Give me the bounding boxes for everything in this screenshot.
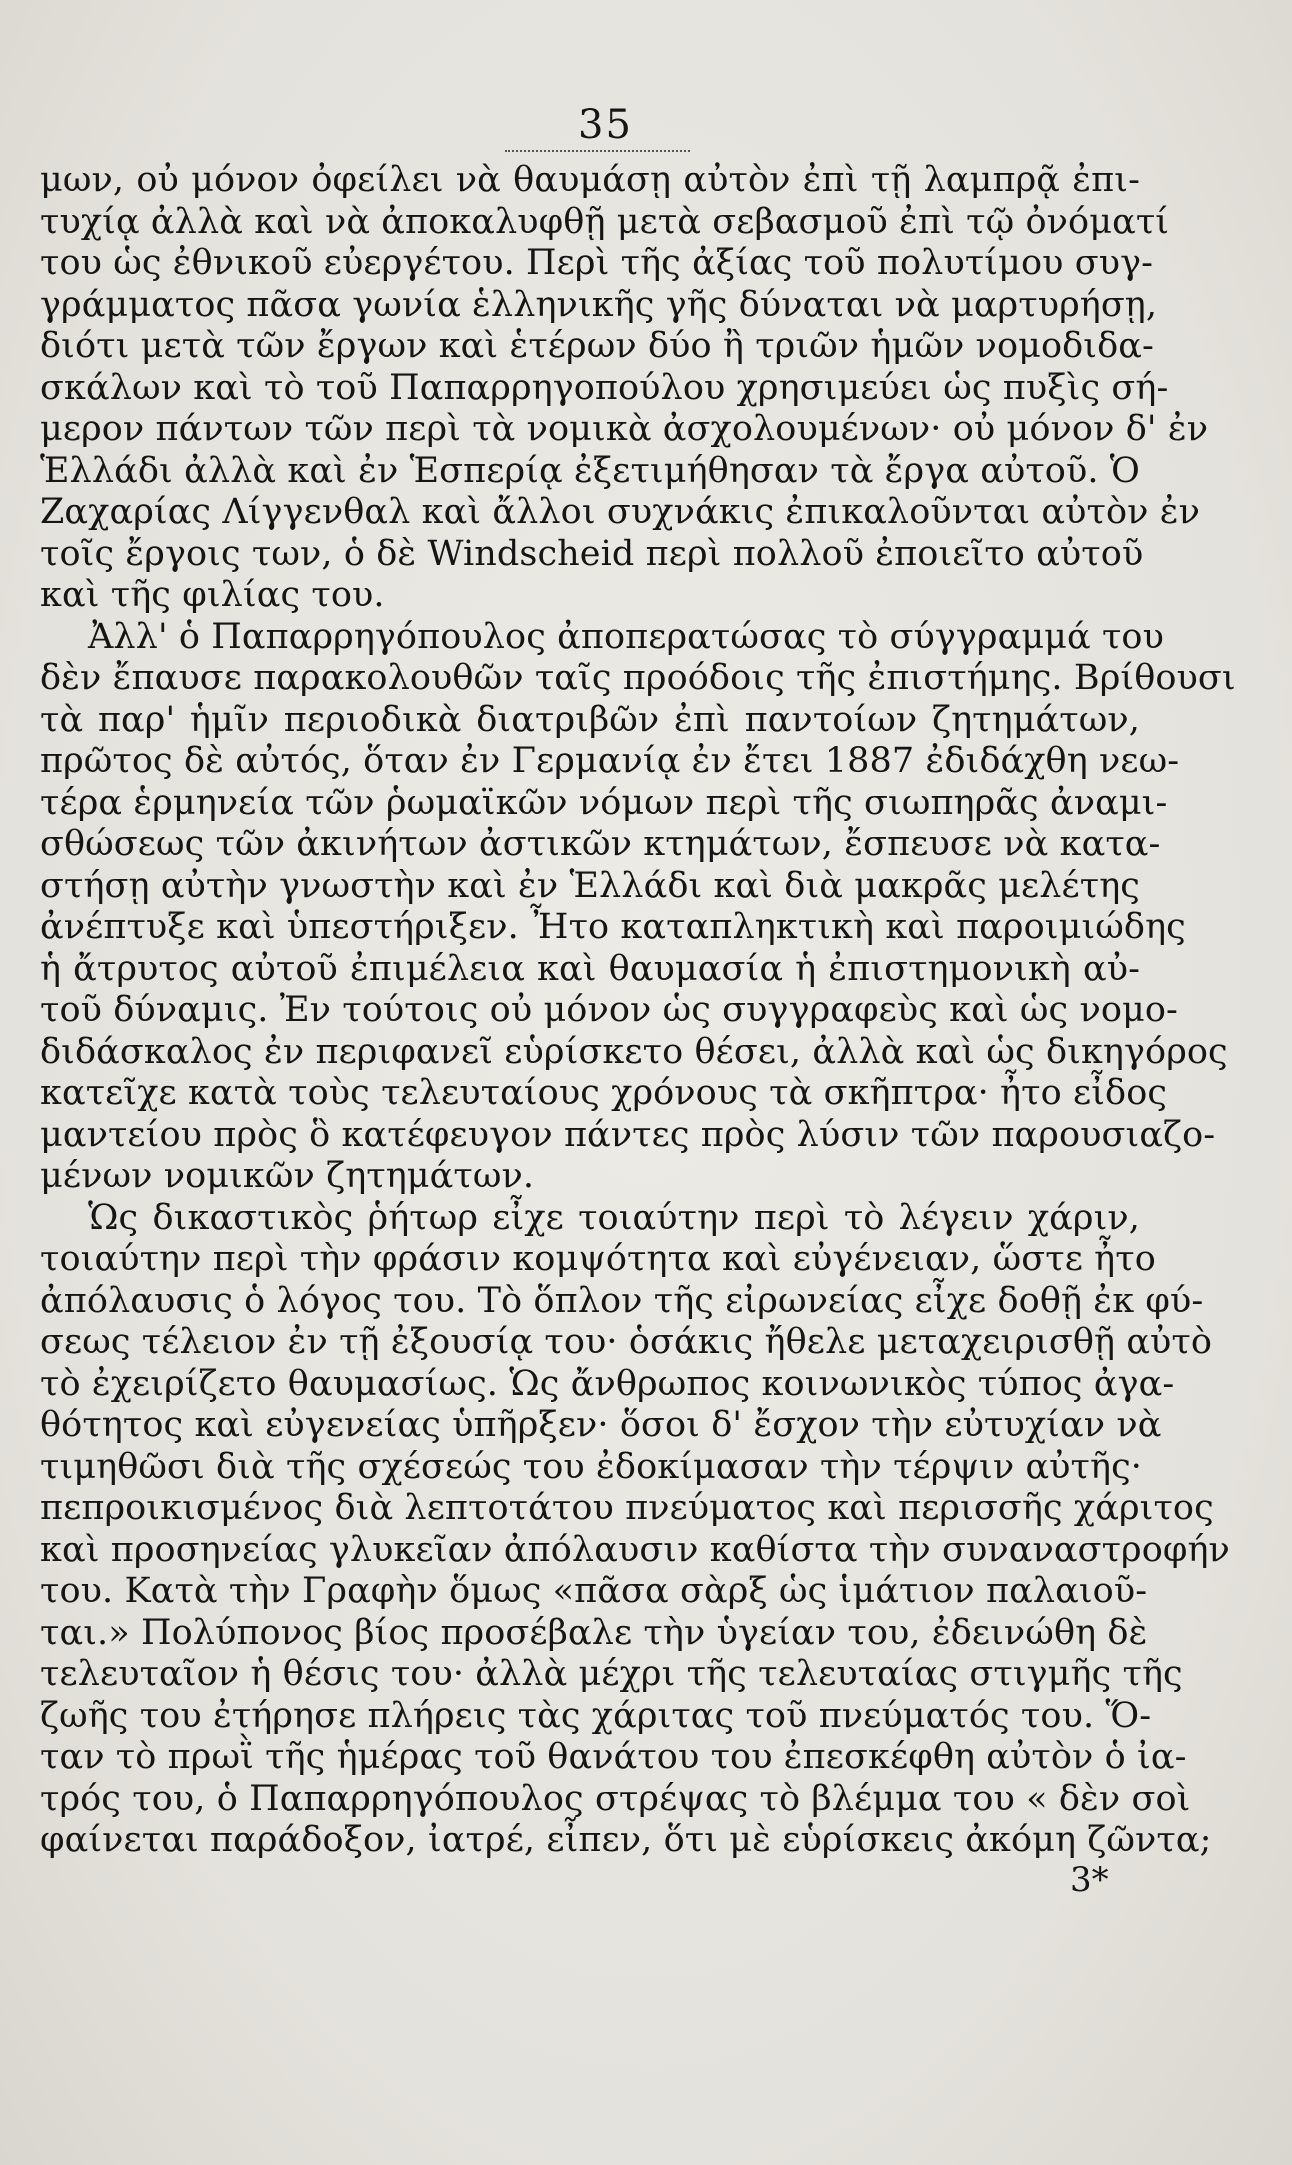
text-line: τέρα ἑρμηνεία τῶν ῥωμαϊκῶν νόμων περὶ τῆς σιωπηρᾶς ἀναμι- [40, 782, 1168, 823]
text-line: καὶ προσηνείας γλυκεῖαν ἀπόλαυσιν καθίστα τὴν συναναστροφήν [40, 1529, 1230, 1570]
text-line: του ὡς ἐθνικοῦ εὐεργέτου. Περὶ τῆς ἀξίας τοῦ πολυτίμου συγ- [40, 243, 1154, 283]
text-line: φαίνεται παράδοξον, ἰατρέ, εἶπεν, ὅτι μὲ εὑρίσκεις ἀκόμη ζῶντα; [40, 1820, 1212, 1860]
text-line: ζωῆς του ἐτήρησε πλήρεις τὰς χάριτας τοῦ πνεύματός του. Ὅ- [40, 1695, 1152, 1736]
text-line: κατεῖχε κατὰ τοὺς τελευταίους χρόνους τὰ σκῆπτρα· ἦτο εἶδος [40, 1073, 1168, 1113]
text-line: μαντείου πρὸς ὃ κατέφευγον πάντες πρὸς λύσιν τῶν παρουσιαζο- [40, 1114, 1216, 1155]
text-line: πρῶτος δὲ αὐτός, ὅταν ἐν Γερμανίᾳ ἐν ἔτει 1887 ἐδιδάχθη νεω- [40, 741, 1180, 781]
text-line: καὶ τῆς φιλίας του. [40, 575, 385, 615]
text-line: τυχίᾳ ἀλλὰ καὶ νὰ ἀποκαλυφθῇ μετὰ σεβασμοῦ ἐπὶ τῷ ὀνόματί [40, 201, 1170, 242]
text-line: σθώσεως τῶν ἀκινήτων ἀστικῶν κτημάτων, ἔσπευσε νὰ κατα- [40, 824, 1161, 864]
text-line: τιμηθῶσι διὰ τῆς σχέσεώς του ἐδοκίμασαν τὴν τέρψιν αὐτῆς· [40, 1446, 1143, 1487]
text-line: στήσῃ αὐτὴν γνωστὴν καὶ ἐν Ἑλλάδι καὶ διὰ μακρᾶς μελέτης [40, 865, 1140, 906]
text-line: μων, οὐ μόνον ὀφείλει νὰ θαυμάσῃ αὐτὸν ἐπὶ τῇ λαμπρᾷ ἐπι- [40, 160, 1140, 200]
text-line: Ὡς δικαστικὸς ῥήτωρ εἶχε τοιαύτην περὶ τὸ λέγειν χάριν, [88, 1197, 1140, 1238]
text-line: τοιαύτην περὶ τὴν φράσιν κομψότητα καὶ εὐγένειαν, ὥστε ἦτο [40, 1239, 1156, 1279]
text-line: τοῖς ἔργοις των, ὁ δὲ Windscheid περὶ πολλοῦ ἐποιεῖτο αὐτοῦ [40, 533, 1144, 574]
text-line: ταν τὸ πρωῒ τῆς ἡμέρας τοῦ θανάτου του ἐπεσκέφθη αὐτὸν ὁ ἰα- [40, 1737, 1187, 1777]
text-line: θότητος καὶ εὐγενείας ὑπῆρξεν· ὅσοι δ' ἔσχον τὴν εὐτυχίαν νὰ [40, 1405, 1162, 1445]
text-line: σκάλων καὶ τὸ τοῦ Παπαρρηγοπούλου χρησιμεύει ὡς πυξὶς σή- [40, 367, 1169, 408]
text-line: Ἀλλ' ὁ Παπαρρηγόπουλος ἀποπερατώσας τὸ σύγγραμμά του [88, 616, 1164, 657]
text-line: τὸ ἐχειρίζετο θαυμασίως. Ὡς ἄνθρωπος κοινωνικὸς τύπος ἀγα- [40, 1363, 1175, 1404]
text-line: τοῦ δύναμις. Ἐν τούτοις οὐ μόνον ὡς συγγραφεὺς καὶ ὡς νομο- [40, 990, 1178, 1030]
text-line: ἀπόλαυσις ὁ λόγος του. Τὸ ὅπλον τῆς εἰρωνείας εἶχε δοθῇ ἐκ φύ- [40, 1280, 1204, 1321]
text-line: ἡ ἄτρυτος αὐτοῦ ἐπιμέλεια καὶ θαυμασία ἡ ἐπιστημονικὴ αὐ- [40, 948, 1140, 989]
text-line: του. Κατὰ τὴν Γραφὴν ὅμως «πᾶσα σὰρξ ὡς ἱμάτιον παλαιοῦ- [40, 1571, 1148, 1611]
text-line: τελευταῖον ἡ θέσις του· ἀλλὰ μέχρι τῆς τελευταίας στιγμῆς τῆς [40, 1654, 1183, 1694]
page-number: 35 [578, 102, 633, 148]
text-line: ται.» Πολύπονος βίος προσέβαλε τὴν ὑγείαν του, ἐδεινώθη δὲ [40, 1612, 1148, 1653]
text-line: τὰ παρ' ἡμῖν περιοδικὰ διατριβῶν ἐπὶ παντοίων ζητημάτων, [40, 699, 1140, 740]
body-text [40, 160, 1236, 1862]
text-line: μερον πάντων τῶν περὶ τὰ νομικὰ ἀσχολουμένων· οὐ μόνον δ' ἐν [40, 409, 1209, 449]
text-line: δὲν ἔπαυσε παρακολουθῶν ταῖς προόδοις τῆς ἐπιστήμης. Βρίθουσι [40, 658, 1236, 698]
text-line: Ἑλλάδι ἀλλὰ καὶ ἐν Ἑσπερίᾳ ἐξετιμήθησαν τὰ ἔργα αὐτοῦ. Ὁ [40, 450, 1140, 491]
text-line: πεπροικισμένος διὰ λεπτοτάτου πνεύματος καὶ περισσῆς χάριτος [40, 1488, 1214, 1528]
text-line: διδάσκαλος ἐν περιφανεῖ εὑρίσκετο θέσει, ἀλλὰ καὶ ὡς δικηγόρος [40, 1031, 1228, 1072]
signature-mark: 3* [1070, 1860, 1109, 1900]
text-line: ἀνέπτυξε καὶ ὑπεστήριξεν. Ἦτο καταπληκτικὴ καὶ παροιμιώδης [40, 907, 1186, 947]
page-number-divider [505, 150, 690, 152]
text-line: διότι μετὰ τῶν ἔργων καὶ ἑτέρων δύο ἢ τριῶν ἡμῶν νομοδιδα- [40, 326, 1154, 366]
text-line: σεως τέλειον ἐν τῇ ἐξουσίᾳ του· ὁσάκις ἤθελε μεταχειρισθῇ αὐτὸ [40, 1322, 1213, 1362]
text-line: τρός του, ὁ Παπαρρηγόπουλος στρέψας τὸ βλέμμα του « δὲν σοὶ [40, 1778, 1191, 1819]
text-line: Ζαχαρίας Λίγγενθαλ καὶ ἄλλοι συχνάκις ἐπικαλοῦνται αὐτὸν ἐν [40, 492, 1200, 532]
text-line: μένων νομικῶν ζητημάτων. [40, 1156, 535, 1196]
text-line: γράμματος πᾶσα γωνία ἑλληνικῆς γῆς δύναται νὰ μαρτυρήσῃ, [40, 284, 1158, 325]
